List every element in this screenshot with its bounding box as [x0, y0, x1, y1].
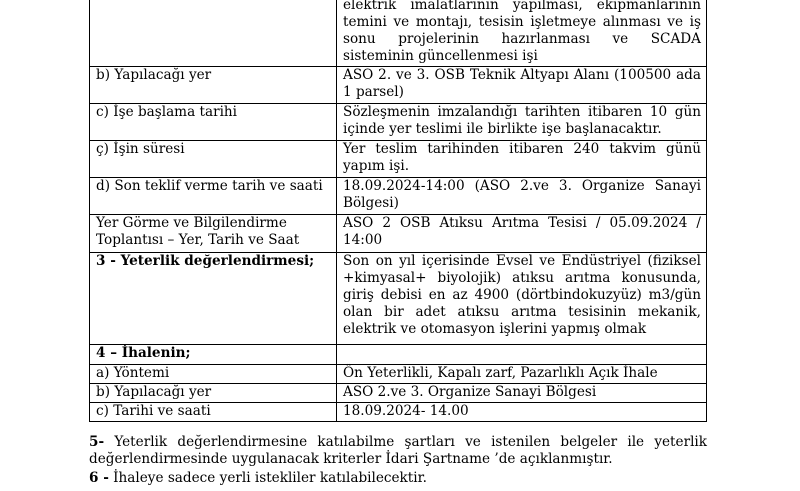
table-row: [90, 67, 707, 104]
footnote-number: 6 -: [89, 470, 109, 486]
row-value: 18.09.2024-14:00 (ASO 2.ve 3. Organize Sanayi Bölgesi): [337, 178, 707, 215]
row-label: c) Tarihi ve saati: [90, 403, 337, 422]
row-label: b) Yapılacağı yer: [90, 384, 337, 403]
footnote-5: [89, 434, 707, 468]
row-label: b) Yapılacağı yer: [90, 67, 337, 104]
row-label: Yer Görme ve Bilgilendirme Toplantısı – Yer, Tarih ve Saat: [90, 215, 337, 253]
row-label: d) Son teklif verme tarih ve saati: [90, 178, 337, 215]
section-heading-tender: 4 – İhalenin;: [90, 345, 337, 365]
table-row: [90, 365, 707, 384]
row-value: 18.09.2024- 14.00: [337, 403, 707, 422]
table-row: [90, 345, 707, 365]
row-value: ASO 2. ve 3. OSB Teknik Altyapı Alanı (100500 ada 1 parsel): [337, 67, 707, 104]
row-value: ASO 2.ve 3. Organize Sanayi Bölgesi: [337, 384, 707, 403]
table-row: [90, 253, 707, 345]
table-row: [90, 403, 707, 422]
row-label: [90, 0, 337, 67]
row-value: Ön Yeterlikli, Kapalı zarf, Pazarlıklı Açık İhale: [337, 365, 707, 384]
row-label: a) Yöntemi: [90, 365, 337, 384]
value-line: elektrik imalatlarının yapılması, ekipmanlarının: [343, 0, 701, 13]
footnote-number: 5-: [89, 434, 105, 450]
row-value: Sözleşmenin imzalandığı tarihten itibaren 10 gün içinde yer teslimi ile birlikte işe başlanacaktır.: [337, 104, 707, 141]
table-row: [90, 0, 707, 67]
row-label: ç) İşin süresi: [90, 141, 337, 178]
value-line: sonu projelerinin hazırlanması ve SCADA: [343, 31, 701, 47]
value-line: temini ve montajı, tesisin işletmeye alınması ve iş: [343, 14, 701, 30]
tender-details-table: [89, 0, 707, 422]
table-row: [90, 104, 707, 141]
row-value: Yer teslim tarihinden itibaren 240 takvim günü yapım işi.: [337, 141, 707, 178]
work-description-value: [337, 0, 707, 67]
table-row: [90, 178, 707, 215]
row-value: Son on yıl içerisinde Evsel ve Endüstriyel (fiziksel +kimyasal+ biyolojik) atıksu arıtma konusunda, giriş debisi en az 4900 (dörtbindokuzyüz) m3/gün olan bir adet atıksu arıtma tesisinin mekanik, elektrik ve otomasyon işlerini yapmış olmak: [337, 253, 707, 345]
row-value: ASO 2 OSB Atıksu Arıtma Tesisi / 05.09.2024 / 14:00: [337, 215, 707, 253]
table-row: [90, 384, 707, 403]
table-row: [90, 215, 707, 253]
footnote-text: İhaleye sadece yerli istekliler katılabilecektir.: [108, 470, 427, 486]
section-heading-qualification: 3 - Yeterlik değerlendirmesi;: [90, 253, 337, 345]
value-line: sisteminin güncellenmesi işi: [343, 48, 538, 64]
footnote-text: Yeterlik değerlendirmesine katılabilme şartları ve istenilen belgeler ile yeterlik değerlendirmesinde uygulanacak kriterler İdari Şartname ’de açıklanmıştır.: [89, 434, 707, 467]
table-row: [90, 141, 707, 178]
row-value: [337, 345, 707, 365]
row-label: c) İşe başlama tarihi: [90, 104, 337, 141]
footnote-6: [89, 470, 707, 487]
